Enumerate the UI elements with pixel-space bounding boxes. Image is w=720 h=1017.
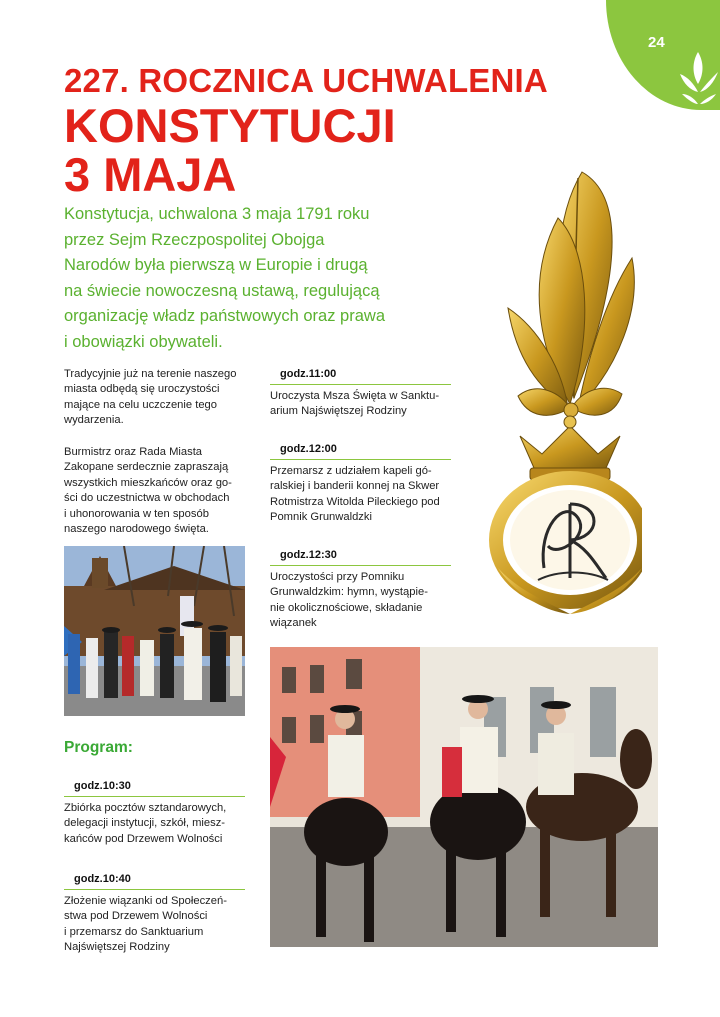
schedule-time: godz.10:30 [74, 780, 131, 792]
text-line: Rotmistrza Witolda Pileckiego pod [270, 495, 440, 508]
intro-line: Konstytucja, uchwalona 3 maja 1791 roku [64, 205, 370, 223]
text-line: arium Najświętszej Rodziny [270, 405, 407, 418]
intro-paragraph [64, 202, 444, 356]
invitation-paragraph [64, 445, 244, 537]
text-line: Złożenie wiązanki od Społeczeń- [64, 895, 227, 907]
text-line: Uroczystości przy Pomniku [270, 571, 405, 583]
divider [64, 889, 245, 890]
intro-line: przez Sejm Rzeczpospolitej Obojga [64, 230, 325, 249]
text-line: naszego narodowego święta. [64, 523, 209, 536]
text-line: Przemarsz z udziałem kapeli gó- [270, 465, 432, 477]
procession-photo-illustration [64, 546, 245, 716]
text-line: Tradycyjnie już na terenie naszego [64, 368, 237, 380]
title-line-1: 227. ROCZNICA UCHWALENIA [64, 62, 548, 99]
schedule-item [270, 366, 451, 420]
text-line: Burmistrz oraz Rada Miasta [64, 446, 203, 458]
text-line: wydarzenia. [64, 414, 124, 427]
tradition-paragraph [64, 367, 244, 429]
text-line: ści do uczestnictwa w obchodach [64, 492, 230, 505]
divider [64, 796, 245, 797]
schedule-item [270, 441, 451, 526]
text-line: ralskiej i banderii konnej na Skwer [270, 480, 440, 493]
horse-riders-photo [270, 647, 658, 947]
text-line: stwa pod Drzewem Wolności [64, 910, 208, 923]
text-line: delegacji instytucji, szkół, miesz- [64, 817, 226, 830]
title-line-3: 3 MAJA [64, 148, 237, 201]
divider [270, 384, 451, 385]
divider [270, 565, 451, 566]
text-line: nie okolicznościowe, składanie [270, 601, 423, 614]
schedule-time: godz.12:30 [280, 549, 337, 561]
schedule-description [270, 389, 451, 420]
schedule-item [64, 871, 245, 956]
page-number: 24 [648, 34, 665, 51]
procession-photo [64, 546, 245, 716]
text-line: kańców pod Drzewem Wolności [64, 832, 223, 845]
text-line: wiązanek [270, 617, 317, 630]
intro-line: na świecie nowoczesną ustawą, regulującą [64, 281, 380, 300]
program-heading: Program: [64, 739, 133, 756]
schedule-description [64, 894, 245, 956]
schedule-time: godz.11:00 [280, 368, 337, 380]
horse-riders-illustration [270, 647, 658, 947]
text-line: Uroczysta Msza Święta w Sanktu- [270, 390, 440, 402]
text-line: Najświętszej Rodziny [64, 941, 170, 954]
schedule-item [64, 778, 245, 847]
schedule-time: godz.12:00 [280, 443, 337, 455]
intro-line: Narodów była pierwszą w Europie i drugą [64, 256, 368, 275]
intro-line: organizację władz państwowych oraz prawa [64, 307, 385, 326]
page-title [64, 62, 548, 201]
text-line: i przemarsz do Sanktuarium [64, 925, 204, 938]
intro-line: i obowiązki obywateli. [64, 332, 223, 351]
text-line: mające na celu uczczenie tego [64, 398, 217, 411]
text-line: wszystkich mieszkańców oraz go- [64, 476, 232, 489]
text-line: miasta odbędą się uroczystości [64, 383, 220, 396]
text-line: i uhonorowania w ten sposób [64, 507, 209, 520]
schedule-item [270, 547, 451, 632]
schedule-description [64, 801, 245, 847]
text-line: Zakopane serdecznie zapraszają [64, 461, 229, 474]
schedule-description [270, 464, 451, 526]
text-line: Pomnik Grunwaldzki [270, 511, 372, 524]
golden-emblem-illustration [478, 168, 642, 618]
text-line: Grunwaldzkim: hymn, wystąpie- [270, 586, 428, 599]
title-line-2: KONSTYTUCJI [64, 99, 396, 152]
text-line: Zbiórka pocztów sztandarowych, [64, 802, 227, 814]
schedule-time: godz.10:40 [74, 873, 131, 885]
divider [270, 459, 451, 460]
leaf-icon [676, 44, 720, 110]
schedule-description [270, 570, 451, 632]
